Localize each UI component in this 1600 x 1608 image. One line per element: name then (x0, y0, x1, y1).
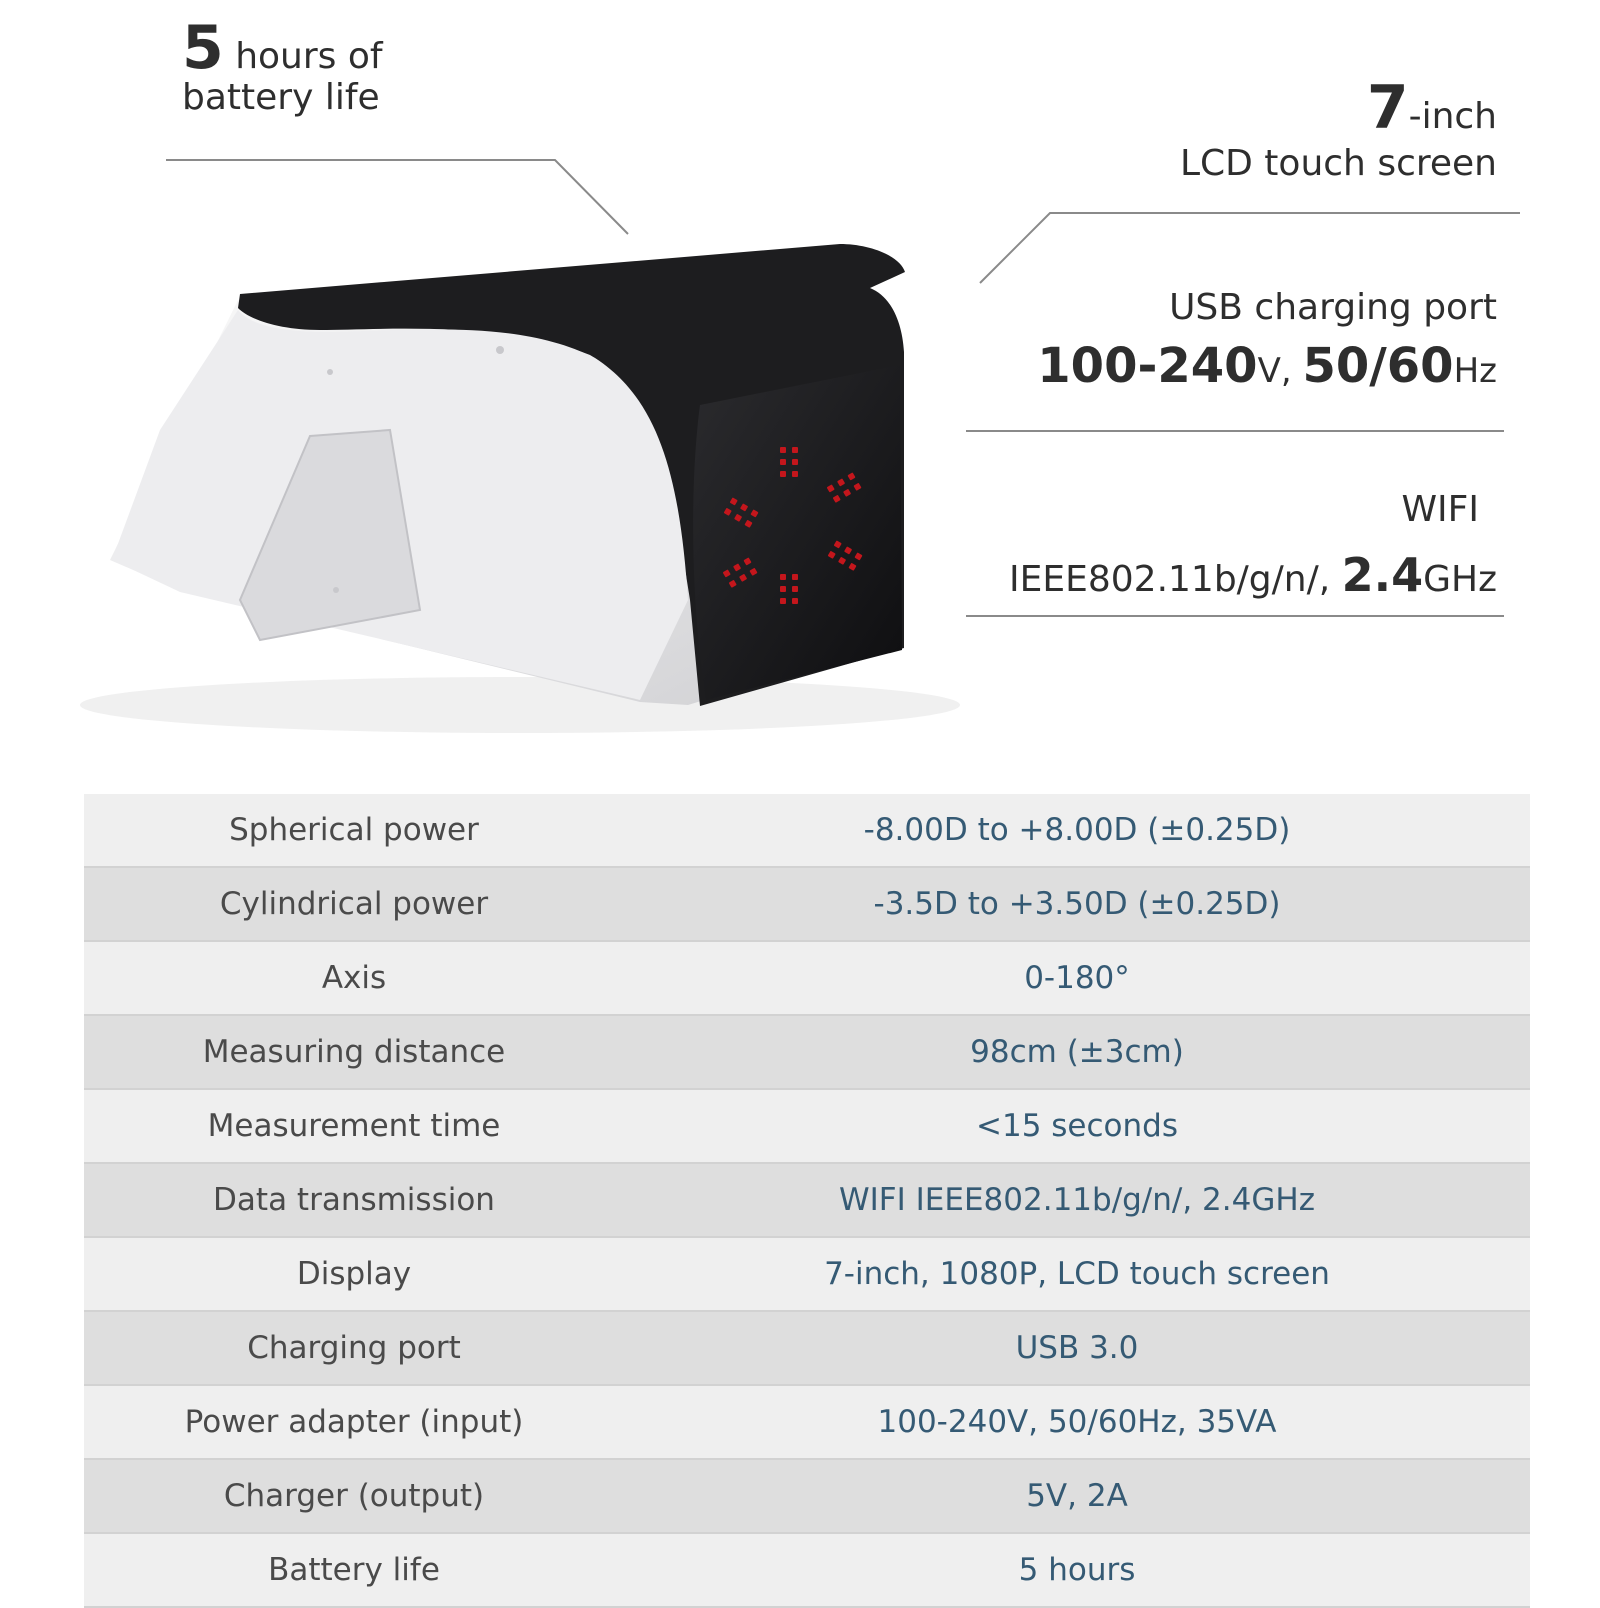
wifi-callout (1009, 489, 1497, 602)
spec-value: 0-180° (624, 941, 1530, 1015)
spec-label: Spherical power (84, 794, 624, 867)
table-row (84, 1015, 1530, 1089)
spec-value: 5 hours (624, 1533, 1530, 1607)
wifi-standard: IEEE802.11b/g/n/, (1009, 559, 1342, 600)
screen-leader-line (980, 213, 1520, 283)
table-row (84, 1533, 1530, 1607)
frequency-unit: Hz (1453, 351, 1497, 391)
battery-life-label: battery life (182, 77, 380, 118)
spec-value: -3.5D to +3.50D (±0.25D) (624, 867, 1530, 941)
spec-value: <15 seconds (624, 1089, 1530, 1163)
table-row (84, 1237, 1530, 1311)
table-row (84, 1089, 1530, 1163)
wifi-band-unit: GHz (1423, 559, 1497, 600)
table-row (84, 1459, 1530, 1533)
table-row (84, 867, 1530, 941)
screen-size-value: 7 (1366, 73, 1409, 143)
battery-leader-line (166, 160, 628, 234)
spec-value: USB 3.0 (624, 1311, 1530, 1385)
voltage-value: 100-240 (1037, 338, 1258, 394)
usb-port-label: USB charging port (1169, 287, 1497, 328)
spec-value: 100-240V, 50/60Hz, 35VA (624, 1385, 1530, 1459)
spec-value: 7-inch, 1080P, LCD touch screen (624, 1237, 1530, 1311)
spec-value: 5V, 2A (624, 1459, 1530, 1533)
spec-label: Data transmission (84, 1163, 624, 1237)
spec-label: Measurement time (84, 1089, 624, 1163)
battery-hours-value: 5 (182, 13, 224, 83)
wifi-band-value: 2.4 (1341, 548, 1424, 602)
table-row (84, 1163, 1530, 1237)
spec-label: Measuring distance (84, 1015, 624, 1089)
spec-label: Display (84, 1237, 624, 1311)
table-row (84, 941, 1530, 1015)
usb-callout (1037, 287, 1497, 394)
screen-callout (1179, 73, 1497, 184)
spec-label: Cylindrical power (84, 867, 624, 941)
led-display-face (693, 365, 902, 700)
voltage-unit: V, (1257, 351, 1303, 391)
wifi-label: WIFI (1401, 489, 1479, 530)
spec-label: Axis (84, 941, 624, 1015)
battery-hours-suffix: hours of (223, 36, 383, 77)
frequency-value: 50/60 (1302, 338, 1454, 394)
battery-callout (182, 13, 383, 118)
refractometer-device (80, 244, 960, 733)
table-row (84, 1385, 1530, 1459)
spec-value: -8.00D to +8.00D (±0.25D) (624, 794, 1530, 867)
spec-label: Charging port (84, 1311, 624, 1385)
spec-label: Charger (output) (84, 1459, 624, 1533)
spec-label: Battery life (84, 1533, 624, 1607)
screen-type-label: LCD touch screen (1179, 143, 1497, 184)
spec-table (84, 794, 1530, 1608)
spec-value: WIFI IEEE802.11b/g/n/, 2.4GHz (624, 1163, 1530, 1237)
screen-size-unit: -inch (1408, 96, 1497, 137)
spec-label: Power adapter (input) (84, 1385, 624, 1459)
table-row (84, 1311, 1530, 1385)
spec-value: 98cm (±3cm) (624, 1015, 1530, 1089)
table-row (84, 794, 1530, 867)
